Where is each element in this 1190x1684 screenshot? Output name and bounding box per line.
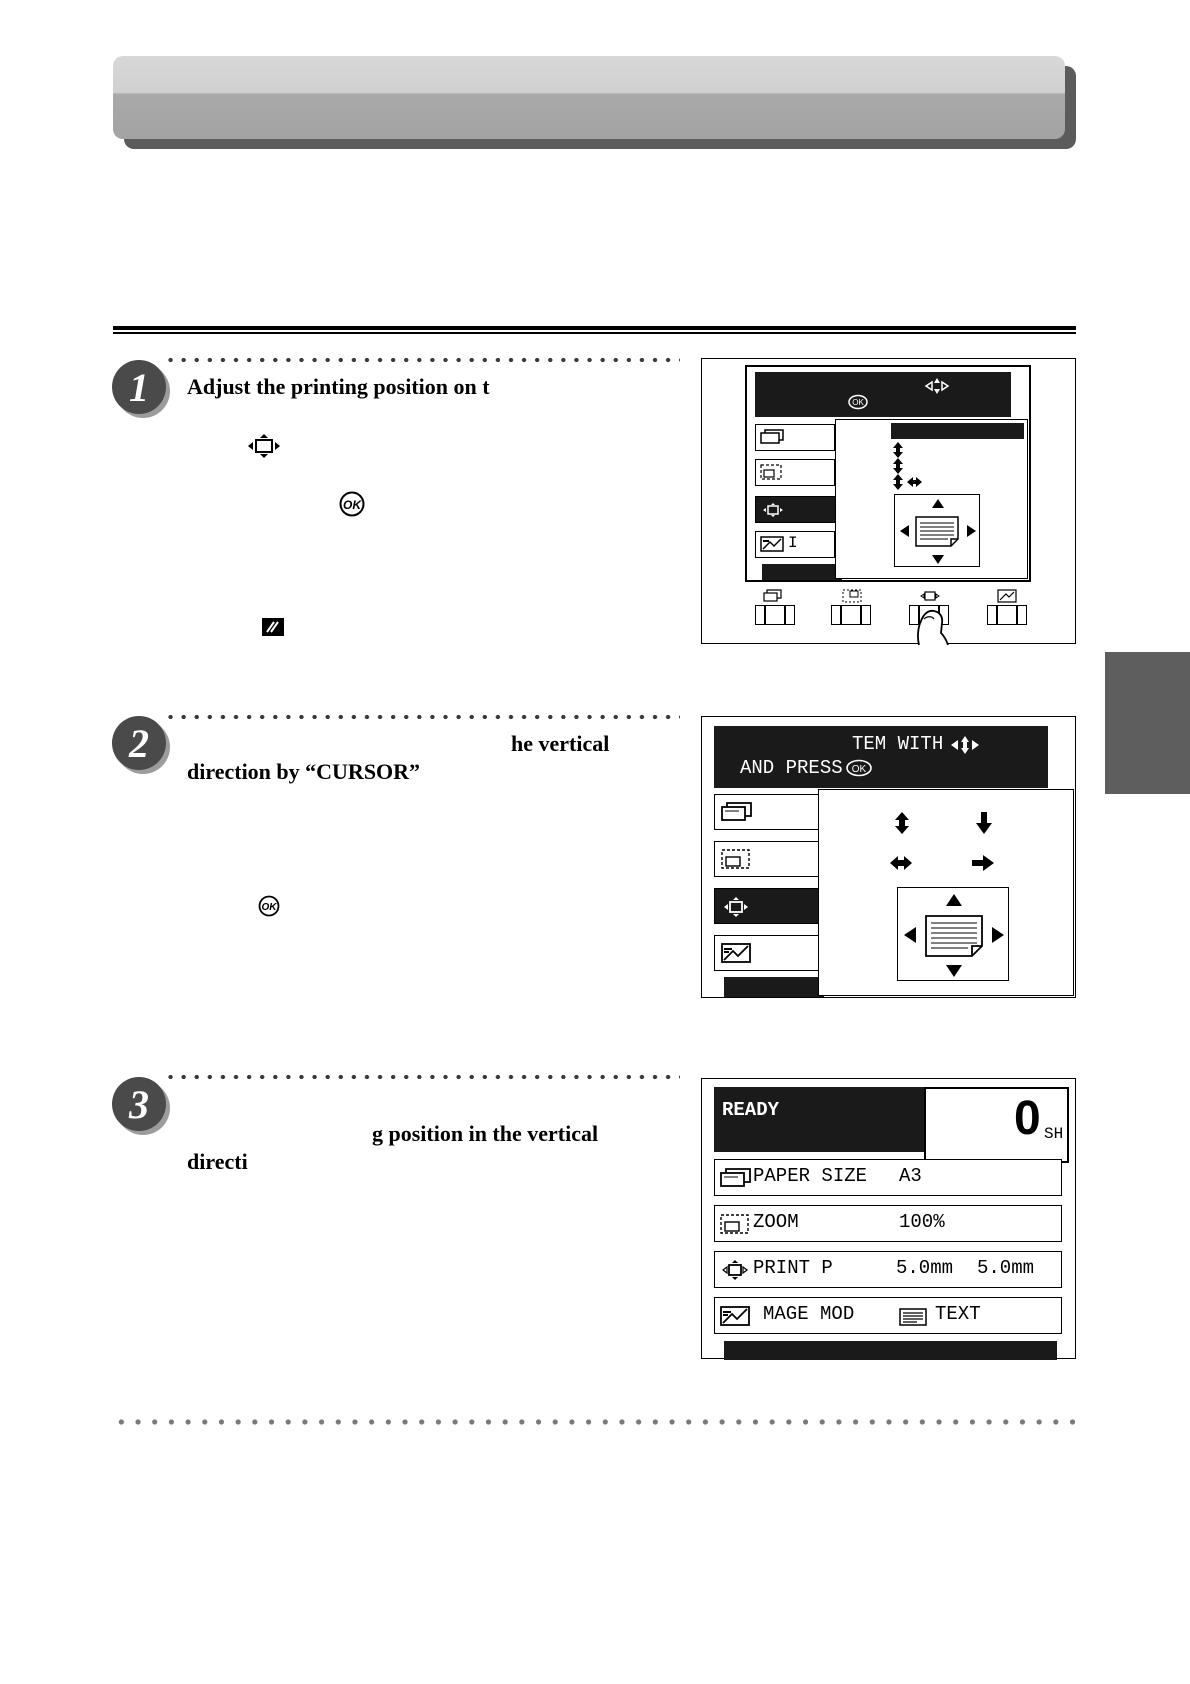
vertical-horizontal-arrow-icon [891,474,923,490]
image-mode-icon [760,536,786,552]
position-preview-graphic [895,495,981,568]
cursor-arrows-icon [925,377,949,395]
image-mode-key[interactable] [987,605,1027,625]
paper-size-value: A3 [899,1165,922,1187]
step-2-dotted-rule [164,714,680,720]
copy-count-unit: SH [1044,1125,1064,1143]
paper-size-key[interactable] [755,605,795,625]
lcd-title-line-1: TEM WITH [852,733,944,755]
section-rule-thin [113,332,1076,334]
image-mode-label: MAGE MOD [763,1303,855,1325]
step-3-number: 3 [129,1081,149,1127]
image-mode-key-icon [262,618,284,636]
lcd-bottom-bar [724,1341,1057,1360]
paper-size-key-icon [763,589,783,603]
step-3-heading-line-1: g position in the vertical [372,1121,599,1146]
print-position-icon [247,433,281,459]
horizontal-arrow-icon [889,855,913,871]
image-mode-menu-button[interactable] [714,935,824,971]
image-mode-row[interactable] [714,1297,1062,1334]
step-1-badge [112,360,166,414]
step-3-dotted-rule [164,1074,680,1080]
header-bar [113,56,1065,139]
zoom-menu-button[interactable] [714,841,824,877]
print-position-vertical-value: 5.0mm [896,1257,954,1279]
vertical-arrow-icon [893,811,911,835]
image-mode-icon [721,943,753,963]
lcd-bottom-bar [724,977,824,997]
lcd-title-bar [755,372,1011,417]
print-position-icon [722,1259,748,1281]
copy-count-box [924,1087,1069,1163]
step-2-badge [112,716,166,770]
vertical-arrow-icon [891,442,905,458]
lcd-title-line-2: AND PRESS [740,757,843,779]
paper-size-icon [721,802,753,822]
lcd-status-bar-base [714,1147,924,1152]
print-position-popup [818,789,1074,996]
text-mode-icon [899,1308,927,1326]
zoom-value: 100% [899,1211,945,1233]
position-preview-graphic [898,888,1010,982]
image-mode-menu-button[interactable] [755,531,835,558]
control-panel-illustration-2 [701,716,1076,998]
print-position-key-icon [920,589,940,603]
paper-size-menu-button[interactable] [714,794,824,830]
paper-size-row[interactable] [714,1159,1062,1196]
paper-size-icon [720,1168,752,1188]
vertical-arrow-icon [891,458,905,474]
image-mode-label: I [788,534,798,552]
zoom-key[interactable] [831,605,871,625]
zoom-key-icon [842,589,862,603]
print-position-label: PRINT P [753,1257,833,1279]
step-2-number: 2 [129,720,149,766]
image-mode-key-icon [997,589,1017,603]
image-mode-value: TEXT [935,1303,981,1325]
paper-size-icon [760,429,786,445]
status-text: READY [722,1099,780,1121]
print-position-icon [762,502,784,518]
print-position-icon [723,896,749,918]
zoom-menu-button[interactable] [755,459,835,486]
step-3-heading-line-2: directi [187,1149,248,1174]
svg-text:OK: OK [852,398,864,407]
step-1-number: 1 [129,364,149,410]
ok-icon [848,394,868,410]
paper-size-label: PAPER SIZE [753,1165,868,1187]
lcd-title-bar [714,726,1048,788]
section-rule [113,326,1076,330]
lcd-status-bar [714,1087,924,1147]
position-preview [897,887,1009,981]
svg-text:OK: OK [343,498,361,512]
paper-size-menu-button[interactable] [755,424,835,451]
zoom-label: ZOOM [753,1211,799,1233]
bottom-dotted-rule [113,1418,1076,1426]
popup-highlight-row[interactable] [891,423,1024,439]
down-arrow-icon [975,811,993,835]
print-position-popup [835,419,1028,579]
step-2-heading-line-2: direction by “CURSOR” [187,759,421,784]
finger-pressing-illustration [915,609,955,645]
right-arrow-icon [971,855,995,871]
ok-icon [846,759,872,777]
svg-text:OK: OK [851,764,867,775]
step-2-heading-line-1: he vertical [511,731,610,756]
step-1-dotted-rule [164,357,680,363]
print-position-horizontal-value: 5.0mm [977,1257,1035,1279]
print-position-row[interactable] [714,1251,1062,1288]
lcd-bottom-bar [762,564,842,580]
zoom-icon [720,1214,752,1234]
lcd-ready-screen-illustration [701,1078,1076,1359]
svg-text:OK: OK [261,902,277,913]
ok-key-icon [339,491,365,517]
zoom-icon [721,849,753,869]
control-panel-illustration-1 [701,358,1076,644]
chapter-tab [1105,652,1190,794]
ok-key-icon [258,895,280,917]
copy-count: 0 [1014,1092,1041,1145]
zoom-row[interactable] [714,1205,1062,1242]
step-1-heading: Adjust the printing position on t [187,374,490,399]
zoom-icon [760,464,786,480]
step-3-badge [112,1077,166,1131]
cursor-arrows-icon [950,735,980,755]
image-mode-icon [720,1306,752,1326]
position-preview [894,494,980,567]
